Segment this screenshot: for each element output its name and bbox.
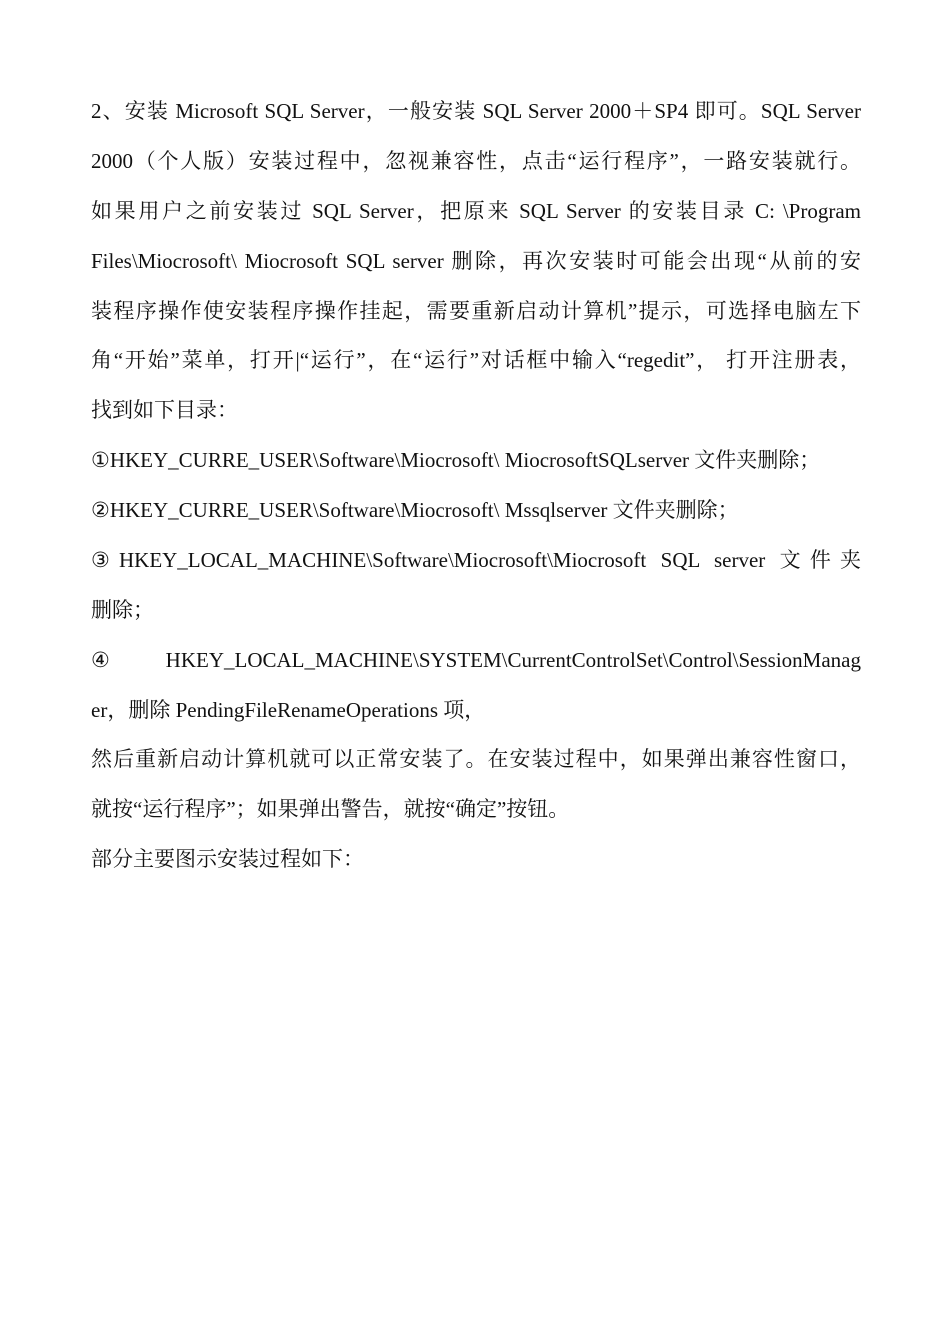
text-line: Files\Miocrosoft\ Miocrosoft SQL server 删除，再次安装时可能会出现“从前的安 — [91, 249, 861, 273]
text-line: 部分主要图示安装过程如下： — [91, 847, 364, 871]
registry-key-item: ④HKEY_LOCAL_MACHINE\SYSTEM\CurrentControlSet\Control\SessionManag — [91, 648, 861, 672]
text-line: 如果用户之前安装过 SQL Server，把原来 SQL Server 的安装目录 C: \Program — [91, 199, 861, 223]
registry-key-item: ②HKEY_CURRE_USER\Software\Miocrosoft\ Mssqlserver 文件夹删除； — [91, 498, 739, 522]
text-line: 装程序操作使安装程序操作挂起，需要重新启动计算机”提示，可选择电脑左下 — [91, 299, 861, 323]
text-line: 角“开始”菜单，打开|“运行”，在“运行”对话框中输入“regedit”， 打开注册表， — [91, 348, 861, 372]
text-line: 2000（个人版）安装过程中，忽视兼容性，点击“运行程序”，一路安装就行。 — [91, 149, 861, 173]
registry-key-item: ①HKEY_CURRE_USER\Software\Miocrosoft\ MiocrosoftSQLserver 文件夹删除； — [91, 448, 821, 472]
text-line: 找到如下目录： — [91, 398, 238, 422]
text-line: er，删除 PendingFileRenameOperations 项， — [91, 698, 486, 722]
text-line: 删除； — [91, 598, 154, 622]
registry-key-item: ③HKEY_LOCAL_MACHINE\Software\Miocrosoft\Miocrosoft SQL server 文件夹 — [91, 548, 861, 572]
text-line: 就按“运行程序”；如果弹出警告，就按“确定”按钮。 — [91, 797, 570, 821]
text-line: 2、安装 Microsoft SQL Server，一般安装 SQL Server 2000＋SP4 即可。SQL Server — [91, 99, 861, 123]
text-line: 然后重新启动计算机就可以正常安装了。在安装过程中，如果弹出兼容性窗口， — [91, 747, 861, 771]
